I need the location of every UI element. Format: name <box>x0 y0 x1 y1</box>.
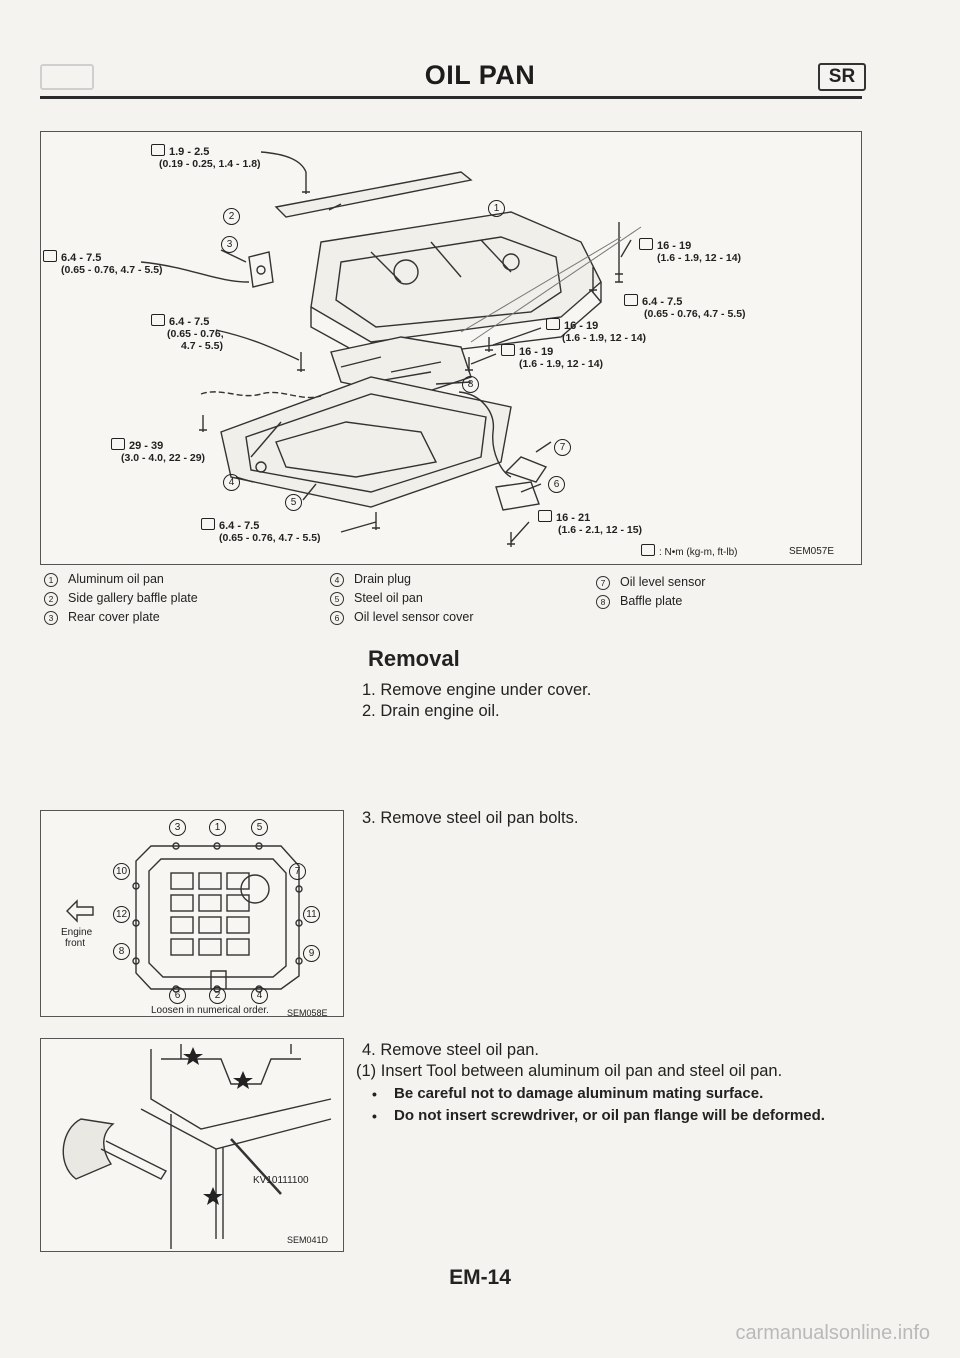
engine-front-label: front <box>65 938 86 949</box>
header-rule <box>40 96 862 99</box>
torque-icon <box>501 344 515 356</box>
torque-icon <box>546 318 560 330</box>
bolt-order-diagram <box>40 810 344 1017</box>
bolt-order-2: 2 <box>209 987 226 1004</box>
parts-legend-col3 <box>596 573 705 611</box>
torque-icon <box>151 144 165 156</box>
legend-item: 2 Side gallery baffle plate <box>44 589 198 608</box>
torque-label: 16 - 19 (1.6 - 1.9, 12 - 14) <box>639 238 741 264</box>
parts-legend-col2 <box>330 570 474 627</box>
tool-insertion-drawing <box>41 1039 343 1251</box>
step-4: 4. Remove steel oil pan. <box>362 1041 540 1059</box>
figure-id: SEM057E <box>789 546 835 557</box>
bolt-order-3: 3 <box>169 819 186 836</box>
torque-label: 6.4 - 7.5 (0.65 - 0.76, 4.7 - 5.5) <box>43 250 163 276</box>
torque-label: 16 - 19 (1.6 - 1.9, 12 - 14) <box>501 344 603 370</box>
torque-label: 16 - 19 (1.6 - 1.9, 12 - 14) <box>546 318 646 344</box>
torque-label: 6.4 - 7.5 (0.65 - 0.76, 4.7 - 5.5) <box>151 314 224 352</box>
bolt-order-12: 12 <box>113 906 130 923</box>
legend-item: 7 Oil level sensor <box>596 573 705 592</box>
parts-legend-col1 <box>44 570 198 627</box>
torque-icon <box>43 250 57 262</box>
engine-badge: SR <box>818 63 866 91</box>
callout-5: 5 <box>285 494 302 511</box>
bolt-order-11: 11 <box>303 906 320 923</box>
torque-icon <box>111 438 125 450</box>
figure-caption: Loosen in numerical order. <box>151 1005 269 1016</box>
caution-bullet: • Be careful not to damage aluminum mating surface. <box>394 1084 864 1104</box>
tool-insertion-diagram <box>40 1038 344 1252</box>
step-1: 1. Remove engine under cover. <box>362 681 592 699</box>
callout-1: 1 <box>488 200 505 217</box>
callout-3: 3 <box>221 236 238 253</box>
torque-icon <box>151 314 165 326</box>
callout-2: 2 <box>223 208 240 225</box>
callout-6: 6 <box>548 476 565 493</box>
legend-item: 5 Steel oil pan <box>330 589 474 608</box>
torque-icon <box>201 518 215 530</box>
torque-icon <box>639 238 653 250</box>
legend-item: 6 Oil level sensor cover <box>330 608 474 627</box>
page-number: EM-14 <box>449 1266 511 1289</box>
bolt-order-6: 6 <box>169 987 186 1004</box>
legend-item: 1 Aluminum oil pan <box>44 570 198 589</box>
watermark: carmanualsonline.info <box>735 1322 930 1344</box>
figure-id: SEM058E <box>287 1008 328 1018</box>
engine-front-label: Engine <box>61 927 93 938</box>
torque-label: 1.9 - 2.5 (0.19 - 0.25, 1.4 - 1.8) <box>151 144 261 170</box>
oil-pan-exploded-diagram <box>40 131 862 565</box>
torque-label: 6.4 - 7.5 (0.65 - 0.76, 4.7 - 5.5) <box>624 294 746 320</box>
callout-4: 4 <box>223 474 240 491</box>
step-3: 3. Remove steel oil pan bolts. <box>362 809 579 827</box>
step-4-1: (1) Insert Tool between aluminum oil pan and steel oil pan. <box>356 1062 783 1080</box>
bolt-order-1: 1 <box>209 819 226 836</box>
bolt-order-4: 4 <box>251 987 268 1004</box>
torque-icon <box>624 294 638 306</box>
bolt-order-8: 8 <box>113 943 130 960</box>
page-title: OIL PAN <box>424 60 536 90</box>
torque-label: 16 - 21 (1.6 - 2.1, 12 - 15) <box>538 510 642 536</box>
bolt-order-9: 9 <box>303 945 320 962</box>
callout-7: 7 <box>554 439 571 456</box>
caution-bullet: • Do not insert screwdriver, or oil pan flange will be deformed. <box>394 1106 864 1126</box>
legend-item: 3 Rear cover plate <box>44 608 198 627</box>
section-heading-removal: Removal <box>368 646 460 671</box>
step-2: 2. Drain engine oil. <box>362 702 500 720</box>
bolt-order-drawing <box>41 811 343 1016</box>
bolt-order-10: 10 <box>113 863 130 880</box>
bolt-order-7: 7 <box>289 863 306 880</box>
torque-label: 29 - 39 (3.0 - 4.0, 22 - 29) <box>111 438 205 464</box>
legend-item: 8 Baffle plate <box>596 592 705 611</box>
figure-id: SEM041D <box>287 1235 329 1245</box>
bolt-order-5: 5 <box>251 819 268 836</box>
callout-8: 8 <box>462 376 479 393</box>
torque-icon <box>641 544 655 556</box>
unit-legend: : N•m (kg-m, ft-lb) <box>641 544 738 559</box>
torque-label: 6.4 - 7.5 (0.65 - 0.76, 4.7 - 5.5) <box>201 518 321 544</box>
legend-item: 4 Drain plug <box>330 570 474 589</box>
torque-icon <box>538 510 552 522</box>
tool-number: KV10111100 <box>253 1175 309 1186</box>
